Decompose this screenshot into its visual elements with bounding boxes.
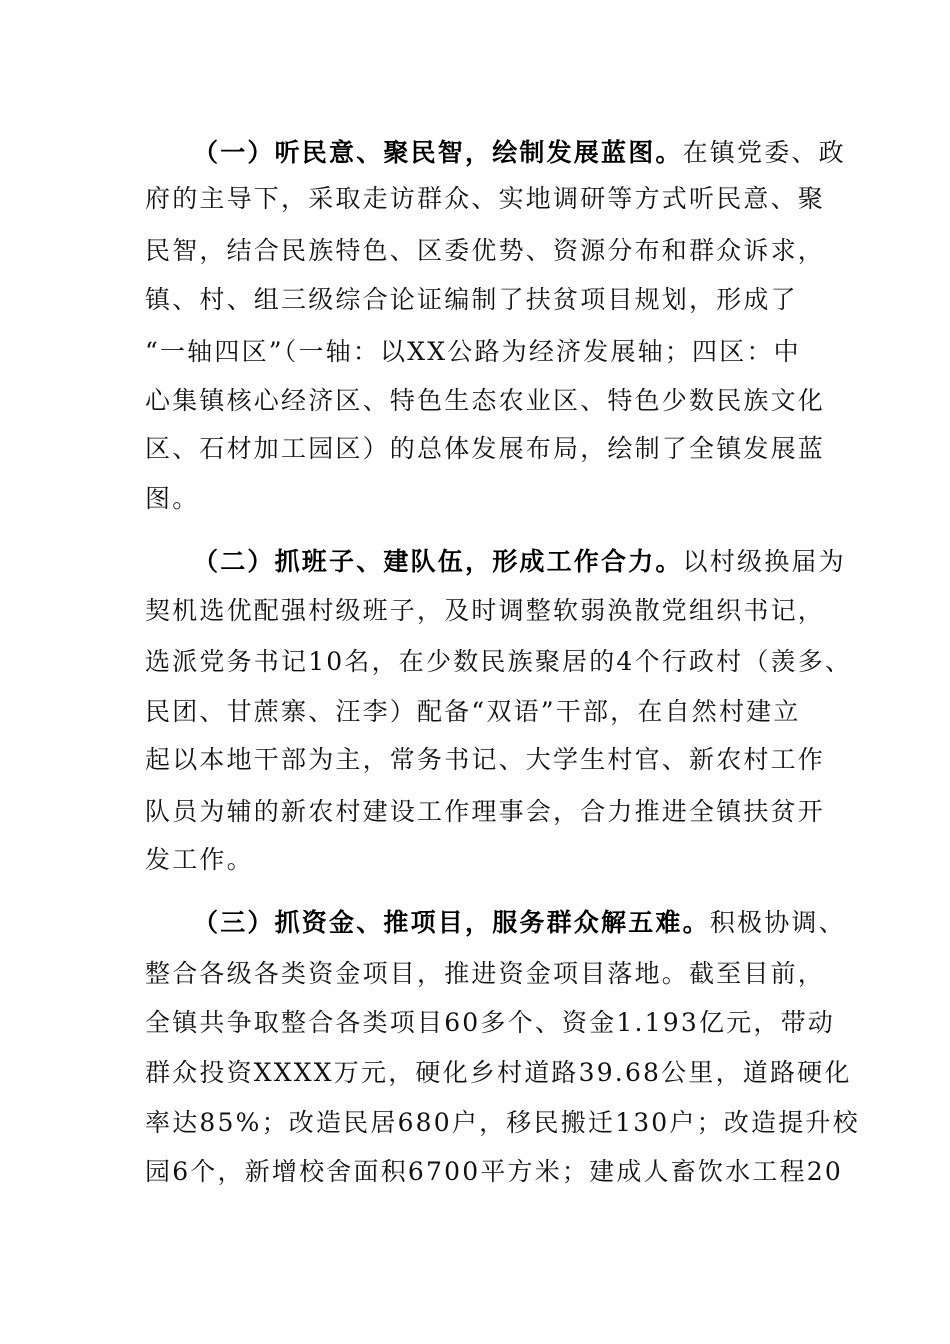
- paragraph-3-line-4: 群众投资XXXX万元，硬化乡村道路39.68公里，道路硬化: [145, 1058, 852, 1087]
- paragraph-3-line-2: 整合各级各类资金项目，推进资金项目落地。截至目前，: [145, 959, 826, 988]
- section-3-heading: （三）抓资金、推项目，服务群众解五难。: [193, 908, 710, 937]
- paragraph-2-line-3: 选派党务书记10名，在少数民族聚居的4个行政村（羡多、: [145, 647, 853, 676]
- paragraph-1-line-7: 区、石材加工园区）的总体发展布局，绘制了全镇发展蓝: [145, 434, 826, 463]
- section-3-text: 积极协调、: [709, 908, 846, 937]
- paragraph-3-line-6: 园6个，新增校舍面积6700平方米；建成人畜饮水工程20: [145, 1157, 843, 1186]
- paragraph-2-line-4: 民团、甘蔗寨、汪李）配备“双语”干部，在自然村建立: [145, 697, 801, 726]
- paragraph-2-line-5: 起以本地干部为主，常务书记、大学生村官、新农村工作: [145, 745, 826, 774]
- paragraph-1-line-2: 府的主导下，采取走访群众、实地调研等方式听民意、聚: [145, 184, 826, 213]
- paragraph-3-line-3: 全镇共争取整合各类项目60多个、资金1.193亿元，带动: [145, 1008, 835, 1037]
- section-2-heading: （二）抓班子、建队伍，形成工作合力。: [193, 547, 683, 576]
- section-1-text: 在镇党委、政: [682, 138, 846, 167]
- paragraph-2-line-7: 发工作。: [145, 845, 254, 874]
- paragraph-1-line-1: [193, 133, 846, 173]
- paragraph-1-line-3: 民智，结合民族特色、区委优势、资源分布和群众诉求，: [145, 236, 826, 265]
- section-2-text: 以村级换届为: [682, 547, 846, 576]
- paragraph-3-line-5: 率达85%；改造民居680户，移民搬迁130户；改造提升校: [145, 1108, 860, 1137]
- paragraph-1-line-5: “一轴四区”（一轴：以XX公路为经济发展轴；四区：中: [145, 337, 801, 366]
- paragraph-1-line-4: 镇、村、组三级综合论证编制了扶贫项目规划，形成了: [145, 285, 798, 314]
- paragraph-2-line-6: 队员为辅的新农村建设工作理事会，合力推进全镇扶贫开: [145, 797, 826, 826]
- paragraph-2-line-2: 契机选优配强村级班子，及时调整软弱涣散党组织书记，: [145, 596, 826, 625]
- paragraph-1-line-8: 图。: [145, 484, 200, 513]
- paragraph-2-line-1: [193, 542, 846, 582]
- section-1-heading: （一）听民意、聚民智，绘制发展蓝图。: [193, 138, 683, 167]
- paragraph-3-line-1: [193, 903, 846, 943]
- paragraph-1-line-6: 心集镇核心经济区、特色生态农业区、特色少数民族文化: [145, 386, 826, 415]
